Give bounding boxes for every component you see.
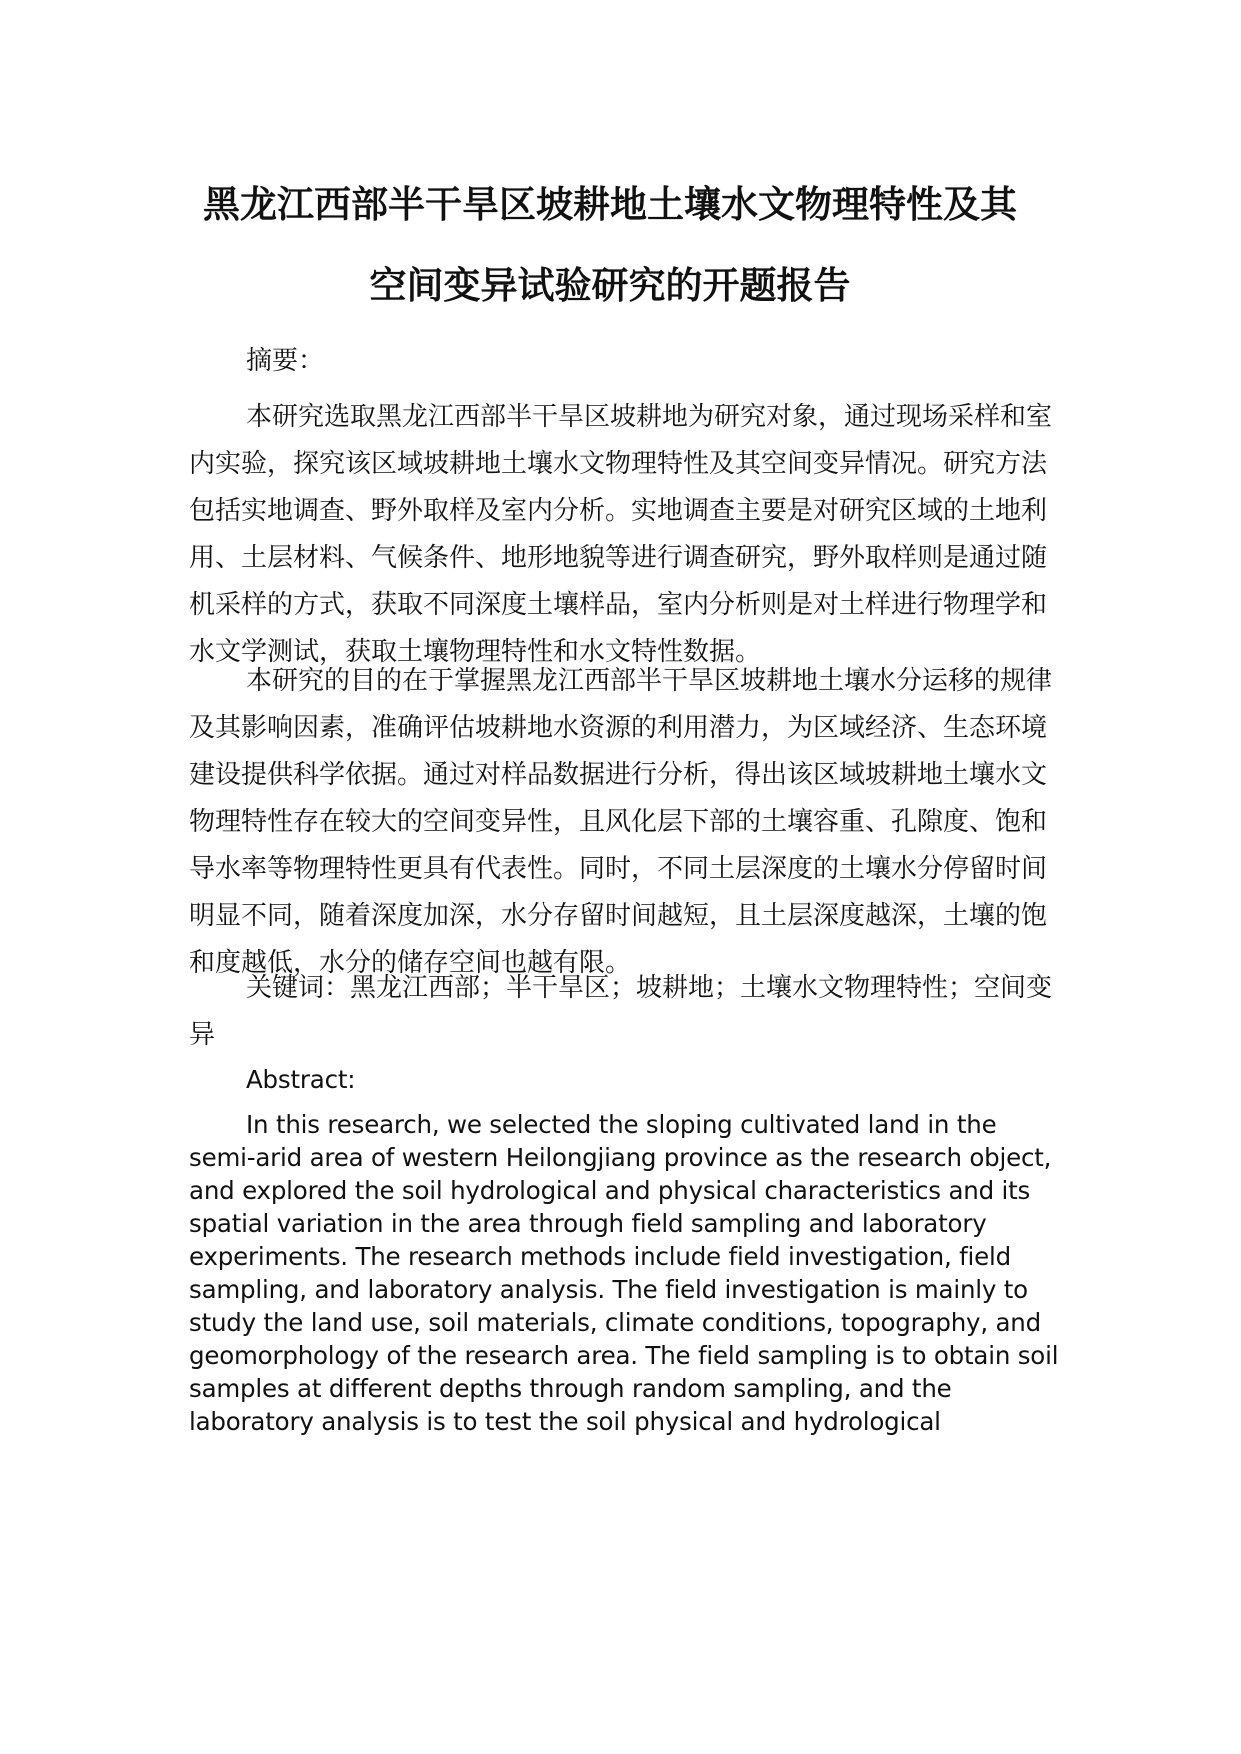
abstract-paragraph-cn-1: 本研究选取黑龙江西部半干旱区坡耕地为研究对象，通过现场采样和室内实验，探究该区域坡耕地土壤水文物理特性及其空间变异情况。研究方法包括实地调查、野外取样及室内分析。实地调查主要是对研究区域的土地利用、土层材料、气候条件、地形地貌等进行调查研究，野外取样则是通过随机采样的方式，获取不同深度土壤样品，室内分析则是对土样进行物理学和水文学测试，获取土壤物理特性和水文特性数据。 xyxy=(189,402,1053,667)
abstract-paragraph-cn-2: 本研究的目的在于掌握黑龙江西部半干旱区坡耕地土壤水分运移的规律及其影响因素，准确评估坡耕地水资源的利用潜力，为区域经济、生态环境建设提供科学依据。通过对样品数据进行分析，得出该区域坡耕地土壤水文物理特性存在较大的空间变异性，且风化层下部的土壤容重、孔隙度、饱和导水率等物理特性更具有代表性。同时，不同土层深度的土壤水分停留时间明显不同，随着深度加深，水分存留时间越短，且土层深度越深，土壤的饱和度越低，水分的储存空间也越有限。 xyxy=(189,666,1053,978)
abstract-paragraph-en-1: In this research, we selected the sloping cultivated land in the semi-arid area of western Heilongjiang province as the research object, and explored the soil hydrological and physical characteristics and its spatial variation in the area through field sampling and laboratory experiments. The research methods include field investigation, field sampling, and laboratory analysis. The field investigation is mainly to study the land use, soil materials, climate conditions, topography, and geomorphology of the research area. The field sampling is to obtain soil samples at different depths through random sampling, and the laboratory analysis is to test the soil physical and hydrological xyxy=(189,1110,1059,1436)
document-title-line2: 空间变异试验研究的开题报告 xyxy=(369,264,851,307)
abstract-heading-en: Abstract: xyxy=(246,1065,356,1094)
keywords-cn: 关键词：黑龙江西部；半干旱区；坡耕地；土壤水文物理特性；空间变异 xyxy=(189,973,1053,1050)
document-title-line1: 黑龙江西部半干旱区坡耕地土壤水文物理特性及其 xyxy=(203,183,1017,226)
abstract-heading-cn: 摘要： xyxy=(246,346,325,376)
